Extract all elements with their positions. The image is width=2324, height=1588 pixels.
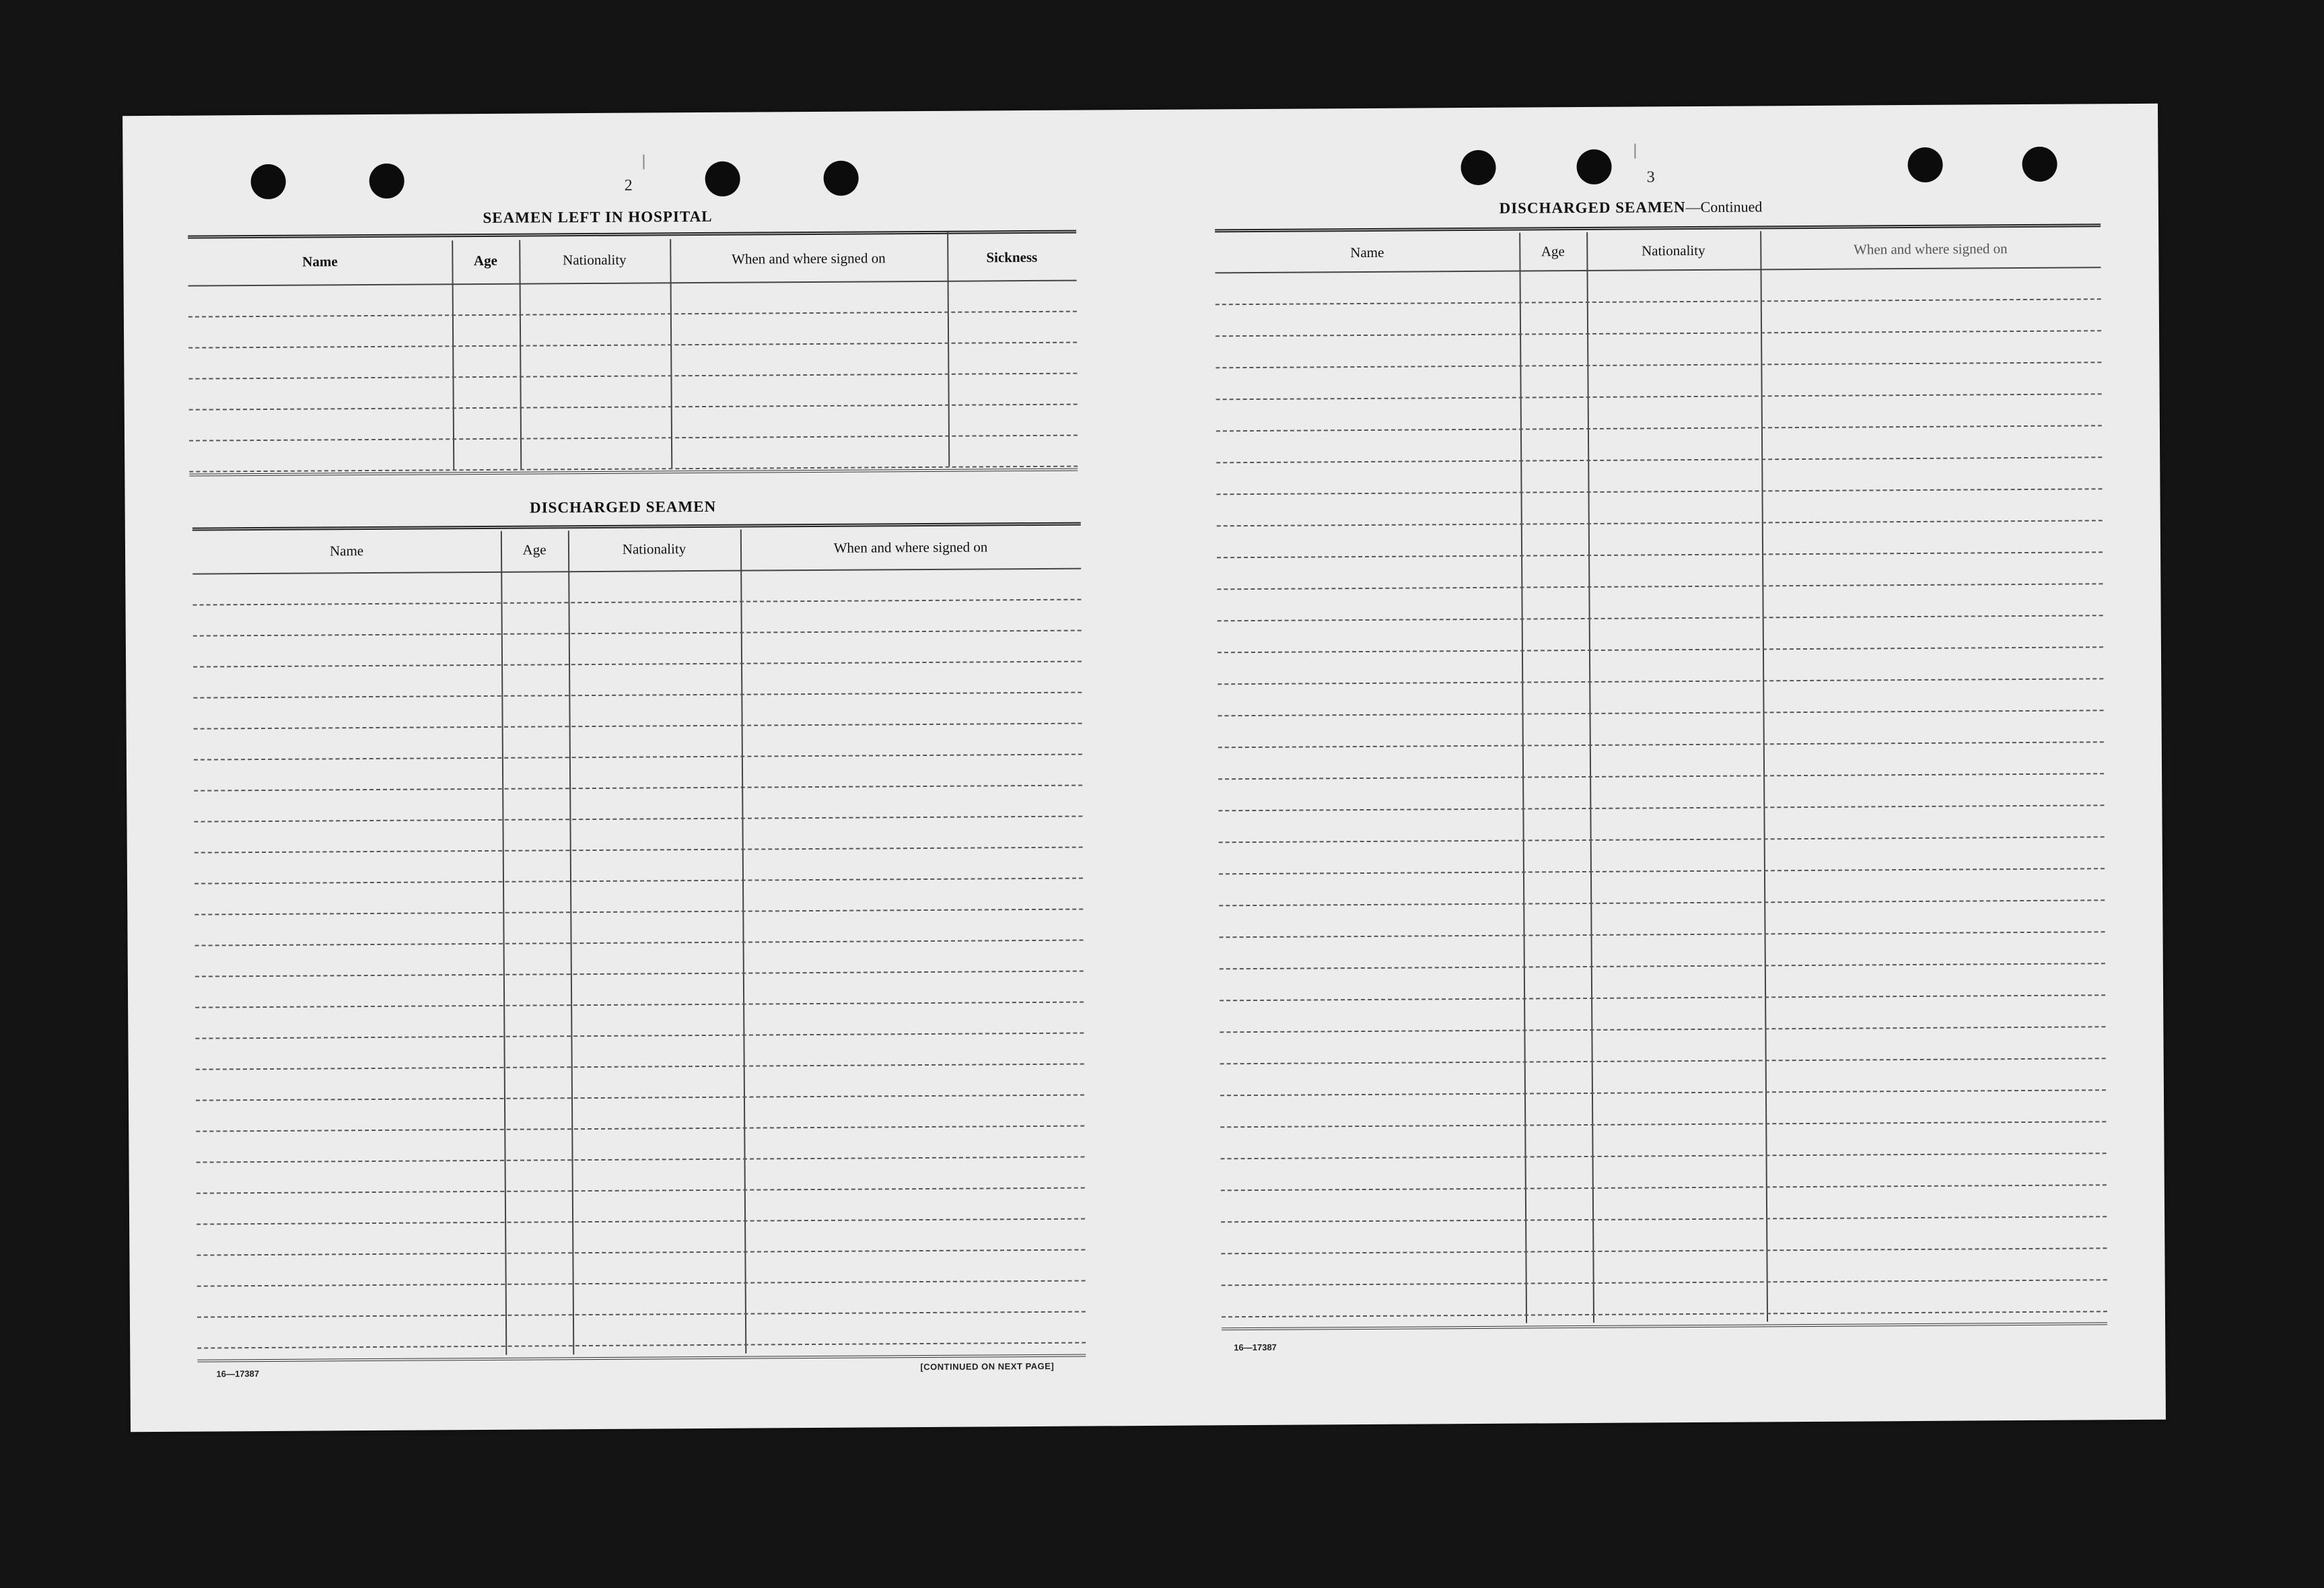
discharged-table-left	[192, 522, 1086, 1362]
table-row	[194, 724, 1082, 761]
table-row	[1218, 743, 2104, 780]
table-row	[1217, 489, 2103, 526]
hospital-table	[188, 230, 1078, 479]
table-row	[193, 600, 1082, 637]
table-row	[1219, 901, 2105, 938]
col-header-name: Name	[302, 252, 338, 270]
table-row	[1221, 1217, 2107, 1254]
col-header-name: Name	[1350, 244, 1384, 261]
punch-hole-icon	[823, 161, 858, 196]
hospital-section-title: SEAMEN LEFT IN HOSPITAL	[483, 207, 713, 226]
table-row	[188, 281, 1077, 318]
discharged-continued-title-main: DISCHARGED SEAMEN	[1499, 199, 1686, 217]
form-code-right: 16—17387	[1234, 1342, 1277, 1353]
table-row	[189, 405, 1078, 442]
table-row	[196, 1096, 1084, 1132]
table-row	[197, 1158, 1085, 1194]
discharged-rows-left	[192, 569, 1086, 1349]
page-number-right: 3	[1646, 168, 1655, 186]
table-row	[1216, 426, 2102, 463]
table-row	[1216, 394, 2102, 431]
col-header-when-where: When and where signed on	[1853, 240, 2008, 258]
col-header-name: Name	[329, 542, 364, 559]
table-row	[1220, 1059, 2106, 1096]
table-row	[195, 910, 1083, 946]
col-header-age: Age	[473, 252, 497, 269]
punch-hole-icon	[1907, 147, 1942, 182]
col-header-when-where: When and where signed on	[731, 249, 886, 267]
punch-hole-icon	[1460, 150, 1495, 185]
discharged-table-right	[1215, 223, 2107, 1330]
table-row	[195, 1003, 1084, 1039]
table-row	[1218, 679, 2103, 716]
punch-hole-icon	[705, 162, 740, 197]
table-row	[1219, 837, 2105, 874]
table-row	[197, 1251, 1085, 1287]
table-row	[194, 817, 1082, 854]
table-row	[1216, 331, 2101, 368]
table-row	[197, 1189, 1085, 1225]
table-row	[1216, 363, 2101, 400]
table-row	[1221, 1185, 2107, 1222]
table-row	[197, 1220, 1085, 1256]
col-header-sickness: Sickness	[986, 248, 1038, 265]
table-row	[1216, 458, 2102, 495]
table-row	[1220, 1122, 2106, 1159]
punch-hole-icon	[250, 164, 285, 199]
hospital-rows	[188, 281, 1078, 473]
col-header-nationality: Nationality	[622, 540, 686, 557]
page-tick	[1634, 144, 1635, 159]
table-row	[195, 879, 1083, 916]
table-row	[1217, 553, 2103, 590]
col-header-nationality: Nationality	[563, 251, 627, 268]
col-header-nationality: Nationality	[1641, 242, 1705, 258]
table-row	[1218, 648, 2103, 685]
table-row	[1216, 268, 2101, 305]
table-header-row	[188, 236, 1076, 284]
table-row	[193, 631, 1082, 668]
table-row	[188, 343, 1077, 380]
table-row	[196, 1127, 1084, 1163]
table-row	[1218, 616, 2103, 653]
table-row	[193, 662, 1082, 699]
punch-hole-icon	[2022, 147, 2057, 182]
continued-note: [CONTINUED ON NEXT PAGE]	[920, 1360, 1055, 1373]
table-row	[1217, 521, 2103, 558]
table-row	[1220, 1091, 2106, 1128]
table-row	[189, 436, 1078, 473]
table-row	[197, 1282, 1086, 1318]
discharged-section-title: DISCHARGED SEAMEN	[529, 497, 717, 516]
table-row	[1218, 774, 2104, 811]
table-header-row	[1215, 229, 2101, 272]
table-row	[195, 1034, 1084, 1070]
col-header-age: Age	[522, 541, 547, 558]
table-row	[197, 1313, 1086, 1349]
discharged-rows-right	[1216, 268, 2107, 1317]
table-row	[1218, 711, 2104, 748]
col-header-age: Age	[1541, 242, 1565, 259]
table-row	[1219, 869, 2105, 906]
ledger-spread	[122, 104, 2166, 1432]
table-row	[1220, 1027, 2105, 1064]
table-row	[195, 941, 1084, 977]
table-row	[1222, 1280, 2107, 1317]
table-row	[195, 848, 1083, 885]
discharged-continued-title	[1456, 198, 1806, 217]
table-bottom-rule	[1222, 1322, 2107, 1330]
page-number-left: 2	[624, 176, 633, 195]
punch-hole-icon	[369, 164, 404, 199]
table-row	[194, 786, 1082, 823]
table-row	[1220, 964, 2105, 1001]
punch-hole-icon	[1576, 149, 1611, 184]
table-row	[1217, 584, 2103, 621]
table-row	[1221, 1249, 2107, 1286]
table-row	[194, 755, 1082, 792]
page-tick	[643, 155, 644, 170]
table-row	[188, 374, 1077, 411]
table-header-row	[192, 528, 1081, 571]
form-code-left: 16—17387	[216, 1369, 260, 1379]
col-header-when-where: When and where signed on	[833, 538, 988, 556]
table-row	[195, 972, 1084, 1008]
table-row	[188, 312, 1077, 349]
table-row	[1218, 806, 2104, 843]
table-row	[196, 1065, 1084, 1101]
table-row	[1216, 300, 2101, 337]
table-row	[1220, 996, 2105, 1033]
table-row	[192, 569, 1081, 606]
table-row	[1221, 1154, 2107, 1191]
table-row	[193, 693, 1082, 730]
table-row	[1220, 932, 2105, 969]
discharged-continued-suffix: —Continued	[1685, 198, 1763, 216]
